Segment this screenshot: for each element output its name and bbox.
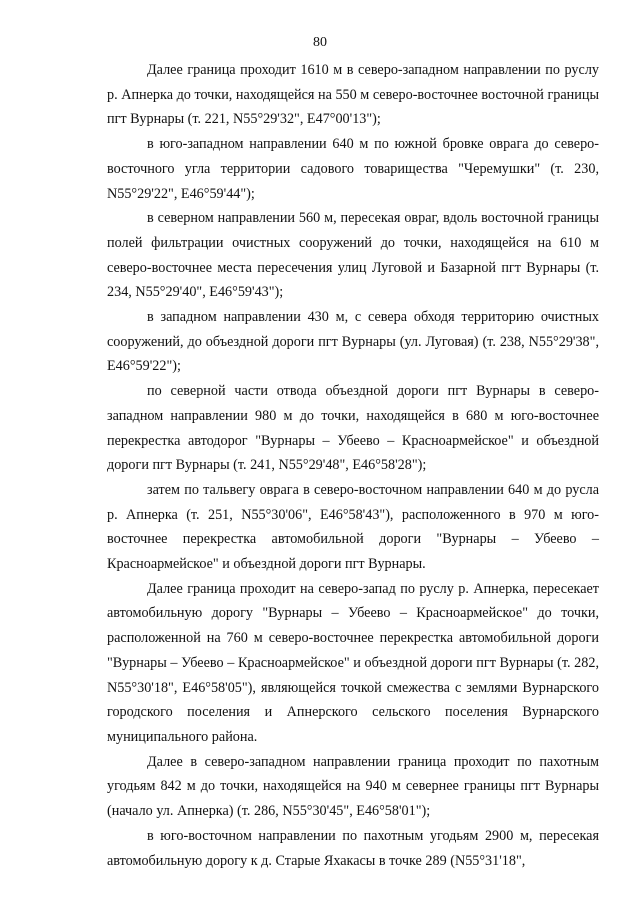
paragraph-2: в юго-западном направлении 640 м по южной бровке оврага до северо-восточного угла территории садового товарищества "Черемушки" (т. 230, N55°29'22", E46°59'44");	[107, 136, 599, 202]
paragraph-7: Далее граница проходит на северо-запад по руслу р. Апнерка, пересекает автомобильную дорогу "Вурнары – Убеево – Красноармейское" до точки, расположенной на 760 м северо-восточнее перекрестка автомобильной дороги "Вурнары – Убеево – Красноармейское" и объездной дороги пгт Вурнары (т. 282, N55°30'18", E46°58'05"), являющейся точкой смежества с землями Вурнарского городского поселения и Апнерского сельского поселения Вурнарского муниципального района.	[107, 580, 599, 745]
paragraph-5: по северной части отвода объездной дороги пгт Вурнары в северо-западном направлении 980 м до точки, находящейся в 680 м юго-восточнее перекрестка автодорог "Вурнары – Убеево – Красноармейское" и объездной дороги пгт Вурнары (т. 241, N55°29'48", E46°58'28");	[107, 383, 599, 474]
paragraph-6: затем по тальвегу оврага в северо-восточном направлении 640 м до русла р. Апнерка (т. 251, N55°30'06", E46°58'43"), расположенного в 970 м юго-восточнее перекрестка автомобильной дороги "Вурнары – Убеево – Красноармейское" и объездной дороги пгт Вурнары.	[107, 481, 599, 573]
paragraph-8: Далее в северо-западном направлении граница проходит по пахотным угодьям 842 м до точки, находящейся на 940 м севернее границы пгт Вурнары (начало ул. Апнерка) (т. 286, N55°30'45", E46°58'01");	[107, 753, 599, 820]
document-body	[107, 58, 599, 873]
paragraph-3: в северном направлении 560 м, пересекая овраг, вдоль восточной границы полей фильтрации очистных сооружений до точки, находящейся на 610 м северо-восточнее места пересечения улиц Луговой и Базарной пгт Вурнары (т. 234, N55°29'40", E46°59'43");	[107, 210, 599, 301]
page-number: 80	[313, 35, 327, 50]
paragraph-9: в юго-восточном направлении по пахотным угодьям 2900 м, пересекая автомобильную дорогу к д. Старые Яхакасы в точке 289 (N55°31'18",	[107, 827, 599, 869]
paragraph-1: Далее граница проходит 1610 м в северо-западном направлении по руслу р. Апнерка до точки, находящейся на 550 м северо-восточнее восточной границы пгт Вурнары (т. 221, N55°29'32", E47°00'13");	[107, 62, 599, 128]
paragraph-4: в западном направлении 430 м, с севера обходя территорию очистных сооружений, до объездной дороги пгт Вурнары (ул. Луговая) (т. 238, N55°29'38", E46°59'22");	[107, 309, 599, 375]
